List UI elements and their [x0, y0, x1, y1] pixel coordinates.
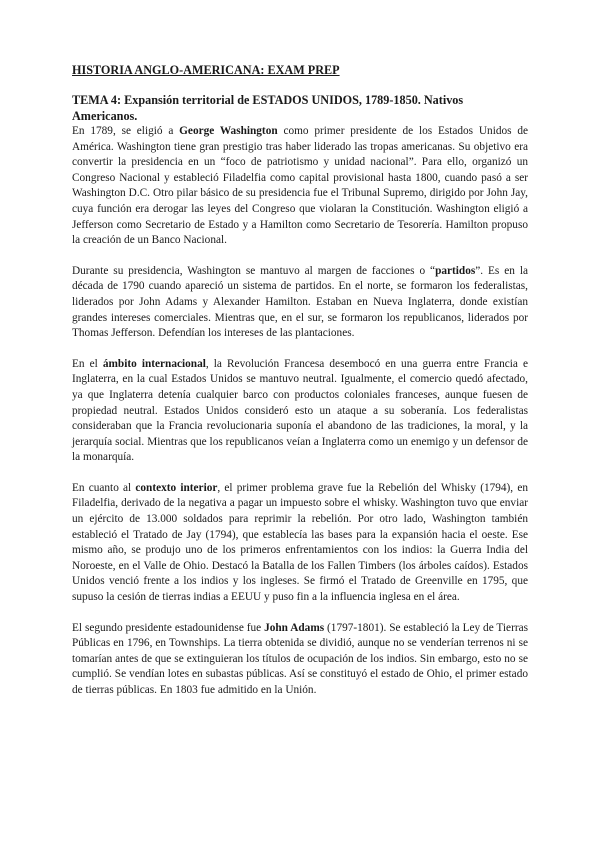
- text-run: (1797-1801). Se estableció la Ley de Tierras Públicas en 1796, en Townships. La tierra obtenida se dividió, aunque no se venderían terrenos ni se tomarían antes de que se extinguieran los títulos de ocupación de los indios. Sin embargo, esto no se cumplió. Se vendían lotes en subastas públicas. Así se constituyó el estado de Ohio, el primer estado de tierras públicas. En 1803 fue admitido en la Unión.: [72, 621, 528, 696]
- text-run: En el: [72, 357, 103, 370]
- paragraph-ambito-internacional: [72, 357, 528, 466]
- text-run: ”. Es en la década de 1790 cuando apareció un sistema de partidos. En el norte, se formaron los federalistas, liderados por John Adams y Alexander Hamilton. Estaban en Nueva Inglaterra, donde existían grandes intereses comerciales. Mientras que, en el sur, se formaron los republicanos, liderados por Thomas Jefferson. Defendían los intereses de las plantaciones.: [72, 264, 528, 340]
- paragraph-partidos: [72, 264, 528, 342]
- text-run: En 1789, se eligió a: [72, 125, 180, 137]
- text-run: El segundo presidente estadounidense fue: [72, 621, 265, 634]
- bold-term: George Washington: [179, 125, 278, 137]
- bold-term: contexto interior: [135, 481, 218, 494]
- section-title: TEMA 4: Expansión territorial de ESTADOS UNIDOS, 1789-1850. Nativos Americanos.: [72, 93, 464, 123]
- text-run: , el primer problema grave fue la Rebelión del Whisky (1794), en Filadelfia, derivado de la negativa a pagar un impuesto sobre el whisky. Washington tuvo que enviar un ejército de 13.000 soldados para reprimir la rebelión. Por otro lado, Washington también estableció el Tratado de Jay (1794), que establecía las bases para la expansión hacia el oeste. Ese mismo año, se produjo uno de los primeros enfrentamientos con los indios: la Guerra India del Noroeste, en el Valle de Ohio. Destacó la Batalla de los Fallen Timbers (los árboles caídos). Estados Unidos venció frente a los indios y los ingleses. Se firmó el Tratado de Greenville en 1795, que supuso la cesión de tierras indias a EEUU y puso fin a la influencia inglesa en el área.: [72, 481, 528, 604]
- paragraph-washington: [72, 124, 528, 249]
- paragraph-contexto-interior: [72, 481, 528, 606]
- bold-term: John Adams: [264, 621, 325, 634]
- bold-term: partidos: [435, 264, 476, 277]
- document-title: HISTORIA ANGLO-AMERICANA: EXAM PREP: [72, 63, 340, 77]
- bold-term: ámbito internacional: [102, 357, 206, 370]
- document-page: [72, 62, 528, 714]
- text-run: , la Revolución Francesa desembocó en una guerra entre Francia e Inglaterra, en la cual Estados Unidos se mantuvo neutral. Igualmente, el comercio quedó afectado, ya que Inglaterra detenía cualquier barco con productos coloniales franceses, aunque fuesen de propiedad neutral. Estados Unidos consideró esto un ataque a su soberanía. Los federalistas consideraban que la Francia revolucionaria suponía el abandono de las tradiciones, la moral, y la jerarquía social. Mientras que los republicanos veían a Inglaterra como un enemigo y un defensor de la monarquía.: [72, 357, 529, 464]
- paragraph-john-adams: [72, 621, 528, 699]
- text-run: En cuanto al: [72, 481, 136, 494]
- text-run: Durante su presidencia, Washington se mantuvo al margen de facciones o “: [72, 264, 436, 277]
- text-run: como primer presidente de los Estados Unidos de América. Washington tiene gran prestigio tras haber liderado las tropas americanas. Su objetivo era convertir la presidencia en un “foco de patriotismo y unidad nacional”. Para ello, organizó un Congreso Nacional y estableció Filadelfia como capital provisional hasta 1800, cuando pasó a ser Washington D.C. Otro pilar básico de su presidencia fue el Tribunal Supremo, dirigido por John Jay, cuya función era derogar las leyes del Congreso que violaran la Constitución. Washington eligió a Jefferson como Secretario de Estado y a Hamilton como Secretario de Tesorería. Hamilton propuso la creación de un Banco Nacional.: [72, 125, 528, 247]
